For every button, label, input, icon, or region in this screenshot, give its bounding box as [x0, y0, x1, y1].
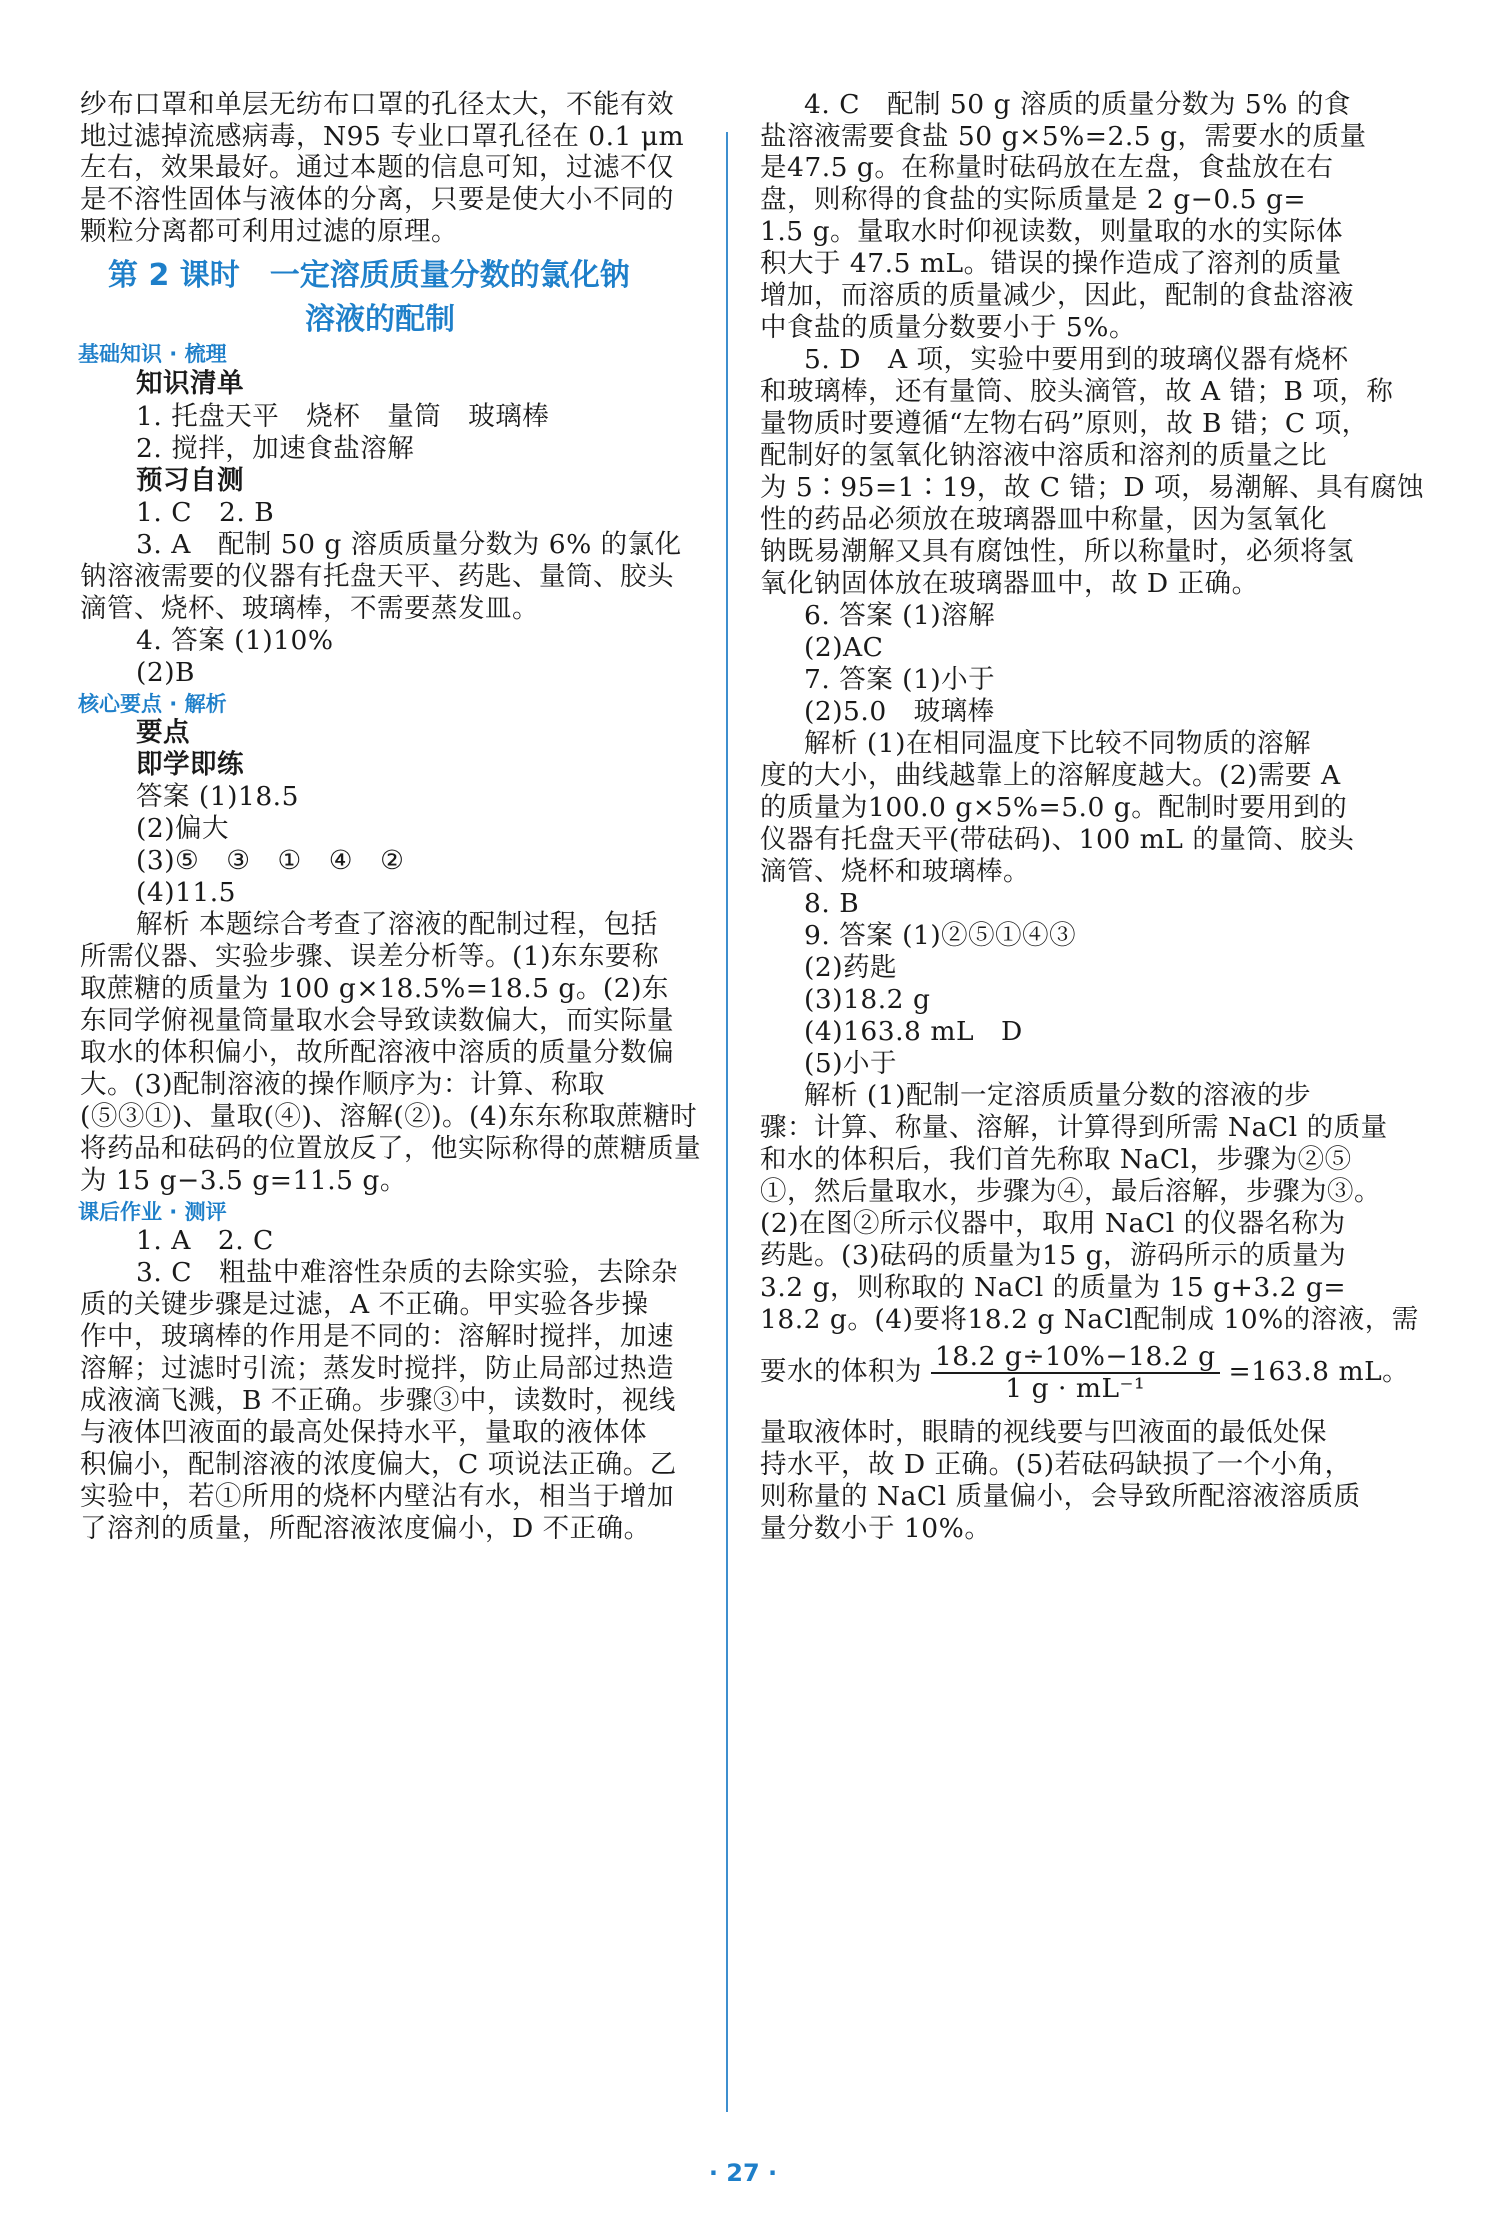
text-line: 的质量为100.0 g×5%=5.0 g。配制时要用到的 [760, 792, 1348, 823]
text-line: 为 15 g−3.5 g=11.5 g。 [80, 1165, 407, 1196]
page-number: · 27 · [708, 2159, 778, 2187]
text-line: 1. A 2. C [136, 1225, 274, 1256]
text-line: 盘，则称得的食盐的实际质量是 2 g−0.5 g= [760, 184, 1307, 215]
text-line: 实验中，若①所用的烧杯内壁沾有水，相当于增加 [80, 1481, 674, 1512]
text-line: 解析 (1)在相同温度下比较不同物质的溶解 [804, 728, 1311, 759]
text-line: 则称量的 NaCl 质量偏小，会导致所配溶液溶质质 [760, 1481, 1361, 1512]
text-line: 滴管、烧杯和玻璃棒。 [760, 856, 1030, 887]
text-line: 18.2 g。(4)要将18.2 g NaCl配制成 10%的溶液，需 [760, 1304, 1419, 1335]
text-line: 1.5 g。量取水时仰视读数，则量取的水的实际体 [760, 216, 1344, 247]
text-line: 2. 搅拌，加速食盐溶解 [136, 433, 415, 464]
fraction-denominator: 1 g · mL⁻¹ [1005, 1373, 1146, 1404]
text-line: 9. 答案 (1)②⑤①④③ [804, 920, 1077, 951]
text-line: (5)小于 [804, 1048, 898, 1079]
text-line: 3.2 g，则称取的 NaCl 的质量为 15 g+3.2 g= [760, 1272, 1347, 1303]
text-line: 1. 托盘天平 烧杯 量筒 玻璃棒 [136, 401, 550, 432]
text-line: 6. 答案 (1)溶解 [804, 600, 996, 631]
text-line: 和玻璃棒，还有量筒、胶头滴管，故 A 错；B 项，称 [760, 376, 1394, 407]
text-line: (2)药匙 [804, 952, 898, 983]
text-line: 3. C 粗盐中难溶性杂质的去除实验，去除杂 [136, 1257, 678, 1288]
text-line: (2)AC [804, 632, 884, 663]
text-line: 钠溶液需要的仪器有托盘天平、药匙、量筒、胶头 [80, 561, 674, 592]
text-line: 地过滤掉流感病毒，N95 专业口罩孔径在 0.1 μm [80, 121, 685, 152]
text-line: 性的药品必须放在玻璃器皿中称量，因为氢氧化 [760, 504, 1327, 535]
text-line: (3)18.2 g [804, 984, 931, 1015]
text-line: 钠既易潮解又具有腐蚀性，所以称量时，必须将氢 [760, 536, 1354, 567]
subheading: 预习自测 [136, 465, 244, 496]
text-line: 东同学俯视量筒量取水会导致读数偏大，而实际量 [80, 1005, 674, 1036]
formula-line [760, 1342, 1409, 1404]
text-line: 滴管、烧杯、玻璃棒，不需要蒸发皿。 [80, 593, 539, 624]
text-line: (2)在图②所示仪器中，取用 NaCl 的仪器名称为 [760, 1208, 1346, 1239]
text-line: 盐溶液需要食盐 50 g×5%=2.5 g，需要水的质量 [760, 121, 1367, 152]
section-heading-core: 核心要点 · 解析 [78, 692, 227, 716]
text-fragment: 要水的体积为 [760, 1356, 922, 1387]
text-line: 所需仪器、实验步骤、误差分析等。(1)东东要称 [80, 941, 660, 972]
fraction [931, 1342, 1220, 1404]
text-line: 5. D A 项，实验中要用到的玻璃仪器有烧杯 [804, 344, 1349, 375]
text-line: 度的大小，曲线越靠上的溶解度越大。(2)需要 A [760, 760, 1341, 791]
text-line: 中食盐的质量分数要小于 5%。 [760, 312, 1136, 343]
text-line: (4)163.8 mL D [804, 1016, 1023, 1047]
lesson-title-line2: 溶液的配制 [305, 302, 455, 337]
text-line: 药匙。(3)砝码的质量为15 g，游码所示的质量为 [760, 1240, 1347, 1271]
text-line: 是47.5 g。在称量时砝码放在左盘，食盐放在右 [760, 152, 1334, 183]
text-line: 为 5∶95=1∶19，故 C 错；D 项，易潮解、具有腐蚀 [760, 472, 1425, 503]
text-line: ①，然后量取水，步骤为④，最后溶解，步骤为③。 [760, 1176, 1381, 1207]
text-line: 8. B [804, 888, 860, 919]
text-line: (4)11.5 [136, 877, 237, 908]
text-line: (⑤③①)、量取(④)、溶解(②)。(4)东东称取蔗糖时 [80, 1101, 698, 1132]
fraction-numerator: 18.2 g÷10%−18.2 g [931, 1342, 1220, 1374]
text-line: 4. 答案 (1)10% [136, 625, 334, 656]
text-line: 和水的体积后，我们首先称取 NaCl，步骤为②⑤ [760, 1144, 1352, 1175]
text-line: 是不溶性固体与液体的分离，只要是使大小不同的 [80, 184, 674, 215]
text-line: 积偏小，配制溶液的浓度偏大，C 项说法正确。乙 [80, 1449, 677, 1480]
text-line: (2)B [136, 657, 196, 688]
text-line: 作中，玻璃棒的作用是不同的：溶解时搅拌，加速 [80, 1321, 674, 1352]
subheading: 要点 [136, 717, 190, 748]
subheading: 知识清单 [136, 368, 244, 399]
text-line: (2)5.0 玻璃棒 [804, 696, 995, 727]
text-line: 量分数小于 10%。 [760, 1513, 992, 1544]
text-line: 将药品和砝码的位置放反了，他实际称得的蔗糖质量 [80, 1133, 701, 1164]
text-line: 成液滴飞溅，B 不正确。步骤③中，读数时，视线 [80, 1385, 676, 1416]
text-line: (3)⑤ ③ ① ④ ② [136, 845, 405, 876]
text-line: 1. C 2. B [136, 497, 275, 528]
section-heading-homework: 课后作业 · 测评 [78, 1200, 227, 1224]
text-line: 取水的体积偏小，故所配溶液中溶质的质量分数偏 [80, 1037, 674, 1068]
text-line: 与液体凹液面的最高处保持水平，量取的液体体 [80, 1417, 647, 1448]
text-line: 解析 (1)配制一定溶质质量分数的溶液的步 [804, 1080, 1311, 1111]
section-heading-basics: 基础知识 · 梳理 [78, 342, 227, 366]
text-line: 持水平，故 D 正确。(5)若砝码缺损了一个小角， [760, 1449, 1352, 1480]
column-divider [726, 132, 728, 2112]
text-line: 大。(3)配制溶液的操作顺序为：计算、称取 [80, 1069, 606, 1100]
text-line: 仪器有托盘天平(带砝码)、100 mL 的量筒、胶头 [760, 824, 1355, 855]
text-line: 7. 答案 (1)小于 [804, 664, 996, 695]
text-line: 量物质时要遵循“左物右码”原则，故 B 错；C 项， [760, 408, 1369, 439]
lesson-title: 第 2 课时 一定溶质质量分数的氯化钠 [108, 258, 630, 293]
text-line: 4. C 配制 50 g 溶质的质量分数为 5% 的食 [804, 89, 1351, 120]
text-line: 配制好的氢氧化钠溶液中溶质和溶剂的质量之比 [760, 440, 1327, 471]
text-line: 质的关键步骤是过滤，A 不正确。甲实验各步操 [80, 1289, 649, 1320]
text-line: 氧化钠固体放在玻璃器皿中，故 D 正确。 [760, 568, 1259, 599]
text-line: 取蔗糖的质量为 100 g×18.5%=18.5 g。(2)东 [80, 973, 669, 1004]
text-fragment: =163.8 mL。 [1228, 1356, 1410, 1387]
text-line: 了溶剂的质量，所配溶液浓度偏小，D 不正确。 [80, 1513, 651, 1544]
subheading: 即学即练 [136, 749, 244, 780]
text-line: 量取液体时，眼睛的视线要与凹液面的最低处保 [760, 1417, 1327, 1448]
text-line: 增加，而溶质的质量减少，因此，配制的食盐溶液 [760, 280, 1354, 311]
text-line: 纱布口罩和单层无纺布口罩的孔径太大，不能有效 [80, 89, 674, 120]
text-line: 3. A 配制 50 g 溶质质量分数为 6% 的氯化 [136, 529, 682, 560]
text-line: 左右，效果最好。通过本题的信息可知，过滤不仅 [80, 152, 674, 183]
text-line: 答案 (1)18.5 [136, 781, 299, 812]
text-line: 骤：计算、称量、溶解，计算得到所需 NaCl 的质量 [760, 1112, 1388, 1143]
text-line: (2)偏大 [136, 813, 230, 844]
text-line: 积大于 47.5 mL。错误的操作造成了溶剂的质量 [760, 248, 1342, 279]
text-line: 溶解；过滤时引流；蒸发时搅拌，防止局部过热造 [80, 1353, 674, 1384]
text-line: 颗粒分离都可利用过滤的原理。 [80, 216, 458, 247]
text-line: 解析 本题综合考查了溶液的配制过程，包括 [136, 909, 658, 940]
